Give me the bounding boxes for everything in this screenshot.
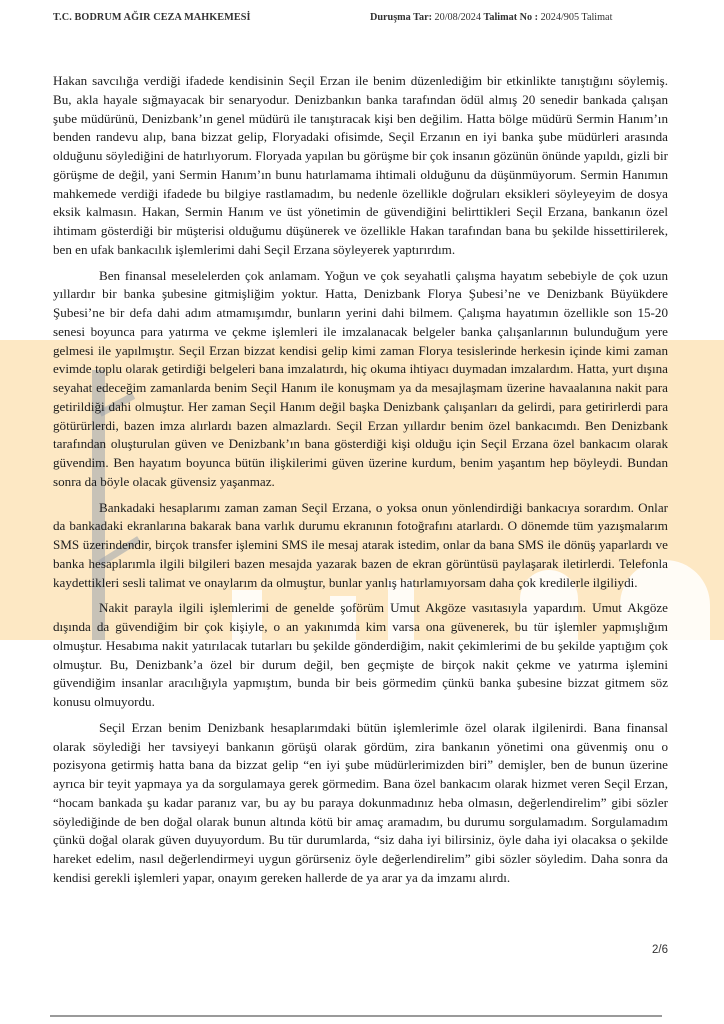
hearing-date-label: Duruşma Tar: — [370, 12, 432, 23]
document-body — [53, 72, 668, 895]
hearing-date: 20/08/2024 — [434, 12, 481, 23]
hearing-meta — [370, 12, 612, 23]
paragraph: Seçil Erzan benim Denizbank hesaplarımdaki bütün işlemlerimle özel olarak ilgilenirdi. Bana finansal olarak söylediği her tavsiyeyi bankanın görüşü olarak gördüm, zira bankanın yönetimi ona güvenmiş onu o pozisyona getirmiş hatta bana da bizzat gelip “en iyi şube müdürlerimizden biri” demişler, ben de bunun üzerine ayrıca bir teyit yapmaya ya da sorgulamaya gerek görmedim. Bana özel bankacım olarak hizmet veren Seçil Erzan, “hocam bankada şu kadar paranız var, bu ay bu paraya dokunmadınız heba olmasın, değerlendirelim” gibi sözler söylediğinde de ben doğal olarak bunun altında kötü bir amaç aramadım, bu durumu sorgulamadım. Sorgulamadım çünkü doğal olarak güven duyuyordum. Bu tür durumlarda, “siz daha iyi bilirsiniz, öyle daha iyi olacaksa o şekilde hareket edelim, nasıl değerlendirmeyi uygun görürseniz öyle değerlendirelim” gibi sözler söyledim. Daha sonra da kendisi gerekli işlemleri yapar, onayım gereken hallerde de ya arar ya da imzamı alırdı. — [53, 719, 668, 885]
footer-divider — [50, 1015, 662, 1017]
paragraph: Hakan savcılığa verdiği ifadede kendisinin Seçil Erzan ile benim düzenlediğim bir etkinlikte tanıştığını söylemiş. Bu, akla hayale sığmayacak bir senaryodur. Denizbankın banka tarafından ödül almış 20 senedir bankada çalışan şube müdürünü, Denizbank’ın genel müdürü ile tanıştıracak kişi ben değilim. Hatta bölge müdürü Sermin Hanım’ın benden randevu alıp, bana bizzat gelip, Floryadaki ofisimde, Seçil Erzanın en iyi banka şube müdürleri arasında olduğunu söylediğini de hatırlıyorum. Floryada yapılan bu görüşme bir çok insanın gözünün önünde yapıldı, gizli bir görüşme de değil, yani Sermin Hanım’ın bunu hatırlamama ihtimali olduğunu da düşünmüyorum. Sermin Hanımın mahkemede verdiği ifadede bu bilgiye rastlamadım, bu nedenle özellikle doğruları eksikleri söyleyeyim de dosya eksik kalmasın. Hakan, Sermin Hanım ve üst yönetimin de güvendiğini belirttikleri Seçil Erzana, bankanın özel ihtimam gösterdiği bir müşterisi olduğumu düşünerek ve özellikle Hakan tarafından bana bu şekilde hissettirilerek, ben en ufak bankacılık işlemlerimi dahi Seçil Erzana söyleyerek yaptırırdım. — [53, 73, 668, 257]
paragraph: Nakit parayla ilgili işlemlerimi de genelde şoförüm Umut Akgöze vasıtasıyla yapardım. Umut Akgöze dışında da güvendiğim bir çok kişiyle, o an yakınımda kim varsa ona güvenerek, bu tür işlemler yapmışlığım olmuştur. Hesabıma nakit yatırılacak tutarları bu şekilde gönderdiğim, nakit çekimlerimi de bu şekilde yaptığım çok olmuştur. Bu, Denizbank’a özel bir durum değil, ben geçmişte de birçok nakit çekme ve yatırma işlemini güvendiğim insanlar aracılığıyla yapmıştım, bunda bir beis görmedim çünkü banka şubesine bizzat gitmem söz konusu olmuyordu. — [53, 600, 668, 709]
page-number: 2/6 — [652, 944, 668, 956]
paragraph: Ben finansal meselelerden çok anlamam. Yoğun ve çok seyahatli çalışma hayatım sebebiyle de çok uzun yıllardır bir banka şubesine gitmişliğim yoktur. Hatta, Denizbank Florya Şubesi’ne ve Denizbank Büyükdere Şubesi’ne bir defa dahi adım atmamışımdır, bunların yerini dahi bilmem. Çalışma hayatımın özellikle son 15-20 senesi boyunca para yatırma ve çekme işlemleri ile imzalanacak belgeler banka çalışanlarının bulunduğum yere gelmesi ile yapılmıştır. Seçil Erzan bizzat kendisi gelip kimi zaman Florya tesislerinde herkesin içinde kimi zaman evimde toplu olarak getirdiği belgeleri bana imzalatırdı, hiç okuma ihtiyacı duymadan imzalardım. Hatta, yurt dışına seyahat edeceğim zamanlarda benim Seçil Hanım ile konuşmam ya da mesajlaşmam üzerine havaalanına nakit para getirildiği dahi olmuştur. Her zaman Seçil Hanım değil başka Denizbank çalışanları da gelirdi, para getirirlerdi para götürürlerdi, bazen imza alırlardı bazen almazlardı. Seçil Erzan yıllardır benim özel bankacımdı. Ben Denizbank tarafından oluşturulan güven ve Denizbank’ın bana gösterdiği kişi olduğu için Seçil Erzana özel bankacım olarak güvendim. Ben hayatım boyunca bütün ilişkilerimi güven üzerine kurdum, benim yaşantım hep böyleydi. Bundan sonra da böyle olacak güvensiz yaşanmaz. — [53, 267, 668, 489]
instruction-number-label: Talimat No : — [483, 12, 539, 23]
court-name: T.C. BODRUM AĞIR CEZA MAHKEMESİ — [53, 12, 251, 23]
document-header — [53, 12, 664, 28]
paragraph: Bankadaki hesaplarımı zaman zaman Seçil Erzana, o yoksa onun yönlendirdiği bankacıya sorardım. Onlar da bankadaki ekranlarına bakarak bana varlık durumu ekranının fotoğrafını atarlardı. O dönemde tüm yazışmalarım SMS üzerindendir, birçok transfer işlemini SMS ile mesaj atarak istedim, onlar da bana SMS ile dönüş yaparlardı ve banka hesaplarımla ilgili bilgileri bazen mesajda yazarak bazen de ekran görüntüsü paylaşarak iletirlerdi. Telefonla kaydettikleri sesli talimat ve onaylarım da olmuştur, bunlar yanlış hatırlamıyorsam daha çok kredilerle ilgiliydi. — [53, 499, 668, 590]
instruction-number: 2024/905 Talimat — [540, 12, 613, 23]
